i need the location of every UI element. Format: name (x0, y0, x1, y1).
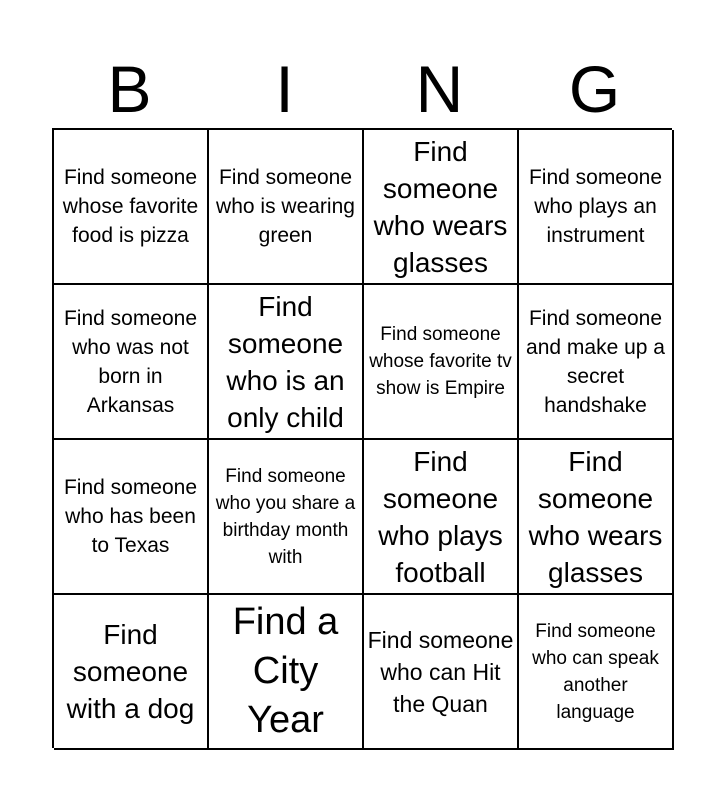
bingo-cell[interactable] (519, 130, 674, 285)
cell-text: Find someone who plays an instrument (528, 166, 663, 247)
cell-text: Find someone who plays football (378, 445, 503, 588)
header-letter-b: B (107, 52, 152, 126)
bingo-cell[interactable] (54, 130, 209, 285)
bingo-cell[interactable] (364, 440, 519, 595)
bingo-cell[interactable] (364, 130, 519, 285)
cell-text: Find someone who can Hit the Quan (367, 626, 514, 717)
cell-text: Find someone with a dog (66, 619, 195, 724)
bingo-board (52, 128, 672, 748)
cell-text: Find someone who was not born in Arkansas (63, 306, 198, 417)
bingo-cell[interactable] (364, 285, 519, 440)
cell-text: Find someone who wears glasses (373, 135, 508, 278)
bingo-cell[interactable] (54, 285, 209, 440)
bingo-cell[interactable] (54, 595, 209, 750)
bingo-cell[interactable] (209, 285, 364, 440)
cell-text: Find someone who is an only child (226, 290, 345, 433)
bingo-cell[interactable] (519, 595, 674, 750)
header-letter-i: I (275, 52, 294, 126)
cell-text: Find a City Year (232, 601, 339, 741)
cell-text: Find someone who wears glasses (528, 445, 663, 588)
cell-text: Find someone who can speak another language (532, 620, 659, 723)
header-letter-g: G (568, 52, 621, 126)
cell-text: Find someone and make up a secret handshake (526, 306, 665, 417)
cell-text: Find someone who has been to Texas (63, 476, 198, 557)
cell-text: Find someone who is wearing green (216, 166, 355, 247)
bingo-cell[interactable] (209, 595, 364, 750)
bingo-cell[interactable] (209, 440, 364, 595)
bingo-cell[interactable] (54, 440, 209, 595)
bingo-cell[interactable] (519, 440, 674, 595)
bingo-cell[interactable] (209, 130, 364, 285)
bingo-header (52, 50, 672, 128)
header-letter-n: N (415, 52, 464, 126)
cell-text: Find someone whose favorite tv show is Empire (369, 324, 512, 399)
bingo-cell[interactable] (364, 595, 519, 750)
cell-text: Find someone who you share a birthday month with (215, 465, 356, 568)
cell-text: Find someone whose favorite food is pizza (62, 166, 199, 247)
bingo-cell[interactable] (519, 285, 674, 440)
